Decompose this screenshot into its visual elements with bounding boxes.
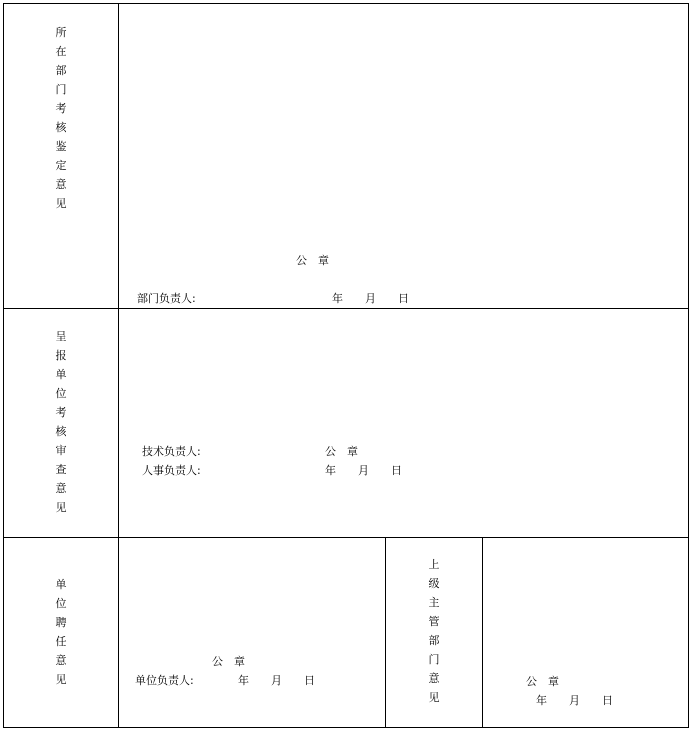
label-char: 意: [55, 654, 67, 667]
label-char: 呈: [55, 330, 67, 343]
label-char: 考: [55, 102, 67, 115]
label-char: 门: [428, 653, 440, 666]
reporting-unit-date: 年 月 日: [325, 464, 402, 477]
label-char: 鉴: [55, 140, 67, 153]
label-char: 管: [428, 615, 440, 628]
reporting-unit-review-label: [51, 327, 71, 517]
label-char: 核: [55, 121, 67, 134]
superior-department-opinion-label: [424, 555, 444, 707]
label-char: 意: [428, 672, 440, 685]
label-char: 部: [55, 64, 67, 77]
label-char: 主: [428, 596, 440, 609]
label-char: 见: [428, 691, 440, 704]
label-char: 见: [55, 197, 67, 210]
superior-seal: 公 章: [526, 675, 559, 688]
label-char: 任: [55, 635, 67, 648]
label-char: 查: [55, 463, 67, 476]
unit-head-signature: 单位负责人:: [135, 674, 194, 687]
label-char: 在: [55, 45, 67, 58]
label-char: 见: [55, 501, 67, 514]
label-char: 意: [55, 482, 67, 495]
label-char: 意: [55, 178, 67, 191]
label-char: 位: [55, 597, 67, 610]
label-char: 单: [55, 368, 67, 381]
label-column-divider: [118, 4, 119, 727]
label-char: 上: [428, 558, 440, 571]
department-date: 年 月 日: [332, 292, 409, 305]
appraisal-form-table: [3, 3, 689, 728]
label-char: 定: [55, 159, 67, 172]
department-head-signature: 部门负责人:: [137, 292, 196, 305]
row-divider-2: [4, 537, 688, 538]
superior-date: 年 月 日: [536, 694, 613, 707]
label-char: 审: [55, 444, 67, 457]
department-appraisal-label: [51, 23, 71, 213]
row-divider-1: [4, 308, 688, 309]
hiring-unit-opinion-label: [51, 575, 71, 689]
label-char: 考: [55, 406, 67, 419]
department-seal: 公 章: [296, 254, 329, 267]
hiring-unit-date: 年 月 日: [238, 674, 315, 687]
label-char: 聘: [55, 616, 67, 629]
label-char: 所: [55, 26, 67, 39]
tech-head-signature: 技术负责人:: [142, 445, 201, 458]
label-char: 核: [55, 425, 67, 438]
label-char: 门: [55, 83, 67, 96]
bottom-divider-2: [482, 537, 483, 727]
label-char: 级: [428, 577, 440, 590]
hiring-unit-seal: 公 章: [212, 655, 245, 668]
bottom-divider-1: [385, 537, 386, 727]
label-char: 见: [55, 673, 67, 686]
hr-head-signature: 人事负责人:: [142, 464, 201, 477]
label-char: 部: [428, 634, 440, 647]
label-char: 单: [55, 578, 67, 591]
label-char: 位: [55, 387, 67, 400]
reporting-unit-seal: 公 章: [325, 445, 358, 458]
label-char: 报: [55, 349, 67, 362]
